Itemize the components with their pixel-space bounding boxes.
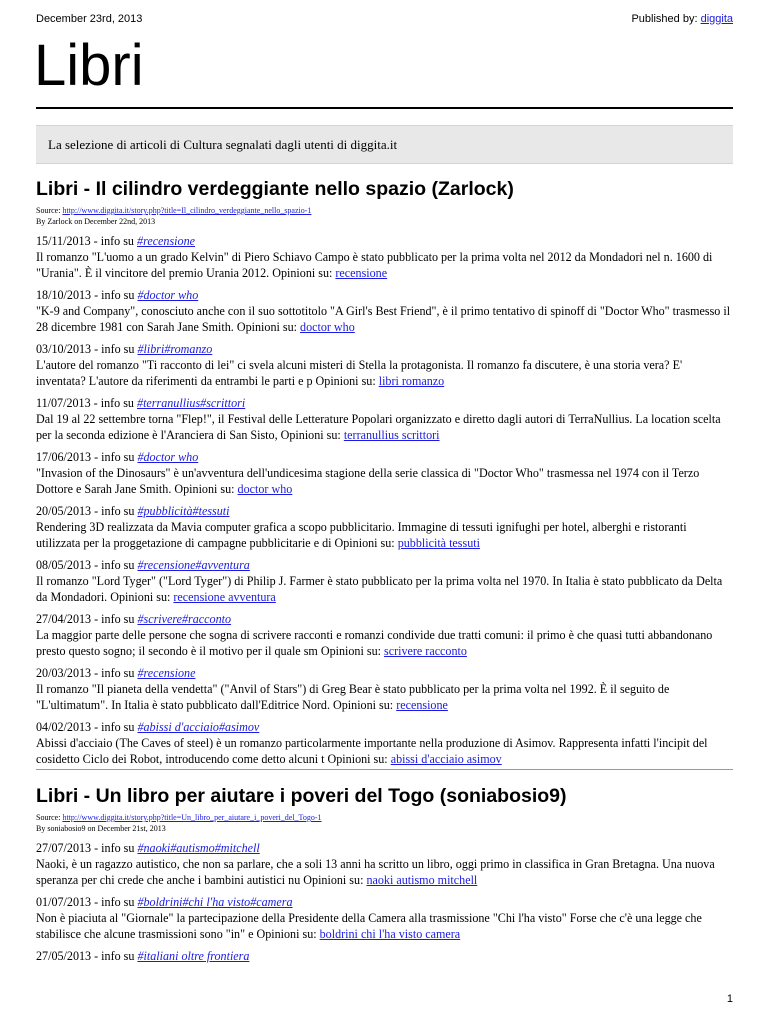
source-label: Source: xyxy=(36,206,63,215)
item-text: "Invasion of the Dinosaurs" è un'avventura dell'undicesima stagione della serie classica di "Doctor Who" trasmessa nel 1974 con il Terzo Dottore e Sarah Jane Smith. Opinioni su: xyxy=(36,466,700,496)
item-date: 08/05/2013 - info su xyxy=(36,558,138,572)
item-date: 01/07/2013 - info su xyxy=(36,895,138,909)
item-text: "K-9 and Company", conosciuto anche con il suo sottotitolo "A Girl's Best Friend", è il primo tentativo di spinoff di "Doctor Who" trasmesso il 28 dicembre 1981 con Sarah Jane Smith. Opinioni su: xyxy=(36,304,731,334)
item-text: Non è piaciuta al "Giornale" la partecipazione della Presidente della Camera alla trasmissione "Chi l'ha visto" Forse che c'è una legge che stabilisce che alcune trasmissioni sono "in" e Opinioni su: xyxy=(36,911,702,941)
opinion-link[interactable]: recensione xyxy=(396,698,448,712)
opinion-link[interactable]: pubblicità tessuti xyxy=(397,536,480,550)
list-item xyxy=(36,948,733,964)
page-number: 1 xyxy=(726,993,733,1005)
section-divider xyxy=(36,769,733,770)
tag-link[interactable]: #italiani oltre frontiera xyxy=(137,949,250,963)
tag-link[interactable]: #recensione#avventura xyxy=(137,558,250,572)
intro-banner: La selezione di articoli di Cultura segnalati dagli utenti di diggita.it xyxy=(36,125,733,164)
list-item xyxy=(36,719,733,767)
item-date: 17/06/2013 - info su xyxy=(36,450,138,464)
opinion-link[interactable]: naoki autismo mitchell xyxy=(366,873,478,887)
item-text: Il romanzo "Lord Tyger" ("Lord Tyger") di Philip J. Farmer è stato pubblicato per la prima volta nel 1970. In Italia è stato pubblicato da Delta da Mondadori. Opinioni su: xyxy=(36,574,723,604)
published-by xyxy=(631,13,733,25)
section-title: Libri - Un libro per aiutare i poveri del Togo (soniabosio9) xyxy=(36,785,567,807)
list-item xyxy=(36,665,733,713)
section-title: Libri - Il cilindro verdeggiante nello spazio (Zarlock) xyxy=(36,178,514,200)
opinion-link[interactable]: recensione xyxy=(335,266,388,280)
article-section xyxy=(36,177,733,767)
list-item xyxy=(36,287,733,335)
item-date: 11/07/2013 - info su xyxy=(36,396,138,410)
item-date: 20/03/2013 - info su xyxy=(36,666,138,680)
opinion-link[interactable]: recensione avventura xyxy=(173,590,276,604)
list-item xyxy=(36,395,733,443)
source-line xyxy=(36,205,733,216)
publisher-link[interactable]: diggita xyxy=(700,13,733,25)
item-date: 03/10/2013 - info su xyxy=(36,342,138,356)
opinion-link[interactable]: terranullius scrittori xyxy=(343,428,440,442)
masthead-title: Libri xyxy=(34,33,144,98)
item-text: Il romanzo "Il pianeta della vendetta" ("Anvil of Stars") di Greg Bear è stato pubblicato per la prima volta nel 1992. È il seguito de "L'ultimatum". In Italia è stato pubblicato dall'Editrice Nord. Opinioni su: xyxy=(36,682,670,712)
item-date: 27/07/2013 - info su xyxy=(36,841,138,855)
published-by-label: Published by: xyxy=(631,13,701,25)
tag-link[interactable]: #recensione xyxy=(137,666,196,680)
item-text: Il romanzo "L'uomo a un grado Kelvin" di Piero Schiavo Campo è stato pubblicato per la prima volta nel 2012 da Mondadori nel n. 1600 di "Urania". È il vincitore del premio Urania 2012. Opinioni su: xyxy=(36,250,713,280)
list-item xyxy=(36,840,733,888)
list-item xyxy=(36,503,733,551)
tag-link[interactable]: #scrivere#racconto xyxy=(137,612,232,626)
item-date: 27/05/2013 - info su xyxy=(36,949,138,963)
opinion-link[interactable]: doctor who xyxy=(237,482,293,496)
tag-link[interactable]: #libri#romanzo xyxy=(137,342,213,356)
source-link[interactable]: http://www.diggita.it/story.php?title=Un_libro_per_aiutare_i_poveri_del_Togo-1 xyxy=(62,813,322,822)
opinion-link[interactable]: abissi d'acciaio asimov xyxy=(390,752,502,766)
source-link[interactable]: http://www.diggita.it/story.php?title=Il_cilindro_verdeggiante_nello_spazio-1 xyxy=(62,206,312,215)
tag-link[interactable]: #doctor who xyxy=(137,288,199,302)
opinion-link[interactable]: boldrini chi l'ha visto camera xyxy=(319,927,461,941)
tag-link[interactable]: #doctor who xyxy=(137,450,199,464)
opinion-link[interactable]: scrivere racconto xyxy=(384,644,467,658)
tag-link[interactable]: #terranullius#scrittori xyxy=(137,396,246,410)
list-item xyxy=(36,449,733,497)
masthead-rule xyxy=(36,107,733,109)
item-date: 18/10/2013 - info su xyxy=(36,288,138,302)
opinion-link[interactable]: doctor who xyxy=(300,320,355,334)
item-date: 04/02/2013 - info su xyxy=(36,720,138,734)
item-text: Rendering 3D realizzata da Mavia computer grafica a scopo pubblicitario. Immagine di tessuti ignifughi per hotel, alberghi e ristoranti utilizzata per la proggetazione di campagne pubblicitarie e di Opinioni su: xyxy=(36,520,687,550)
byline: By Zarlock on December 22nd, 2013 xyxy=(36,217,156,226)
item-text: L'autore del romanzo "Ti racconto di lei" ci svela alcuni misteri di Stella la protagonista. Il romanzo fa discutere, è una storia vera? E' inventata? L'autore da riferimenti da entrambi le parti e p Opinioni su: xyxy=(36,358,683,388)
item-date: 27/04/2013 - info su xyxy=(36,612,138,626)
page-header xyxy=(36,13,733,27)
item-date: 20/05/2013 - info su xyxy=(36,504,138,518)
list-item xyxy=(36,341,733,389)
item-text: Dal 19 al 22 settembre torna "Flep!", il Festival delle Letterature Popolari organizzato e diretto dagli autori di TerraNullius. La location scelta per la seconda edizione è l'Aranciera di San Sisto, Opinioni su: xyxy=(36,412,721,442)
issue-date: December 23rd, 2013 xyxy=(36,13,143,25)
item-text: La maggior parte delle persone che sogna di scrivere racconti e romanzi condivide due tratti comuni: il primo è che quasi tutti abbandonano presto questo sogno; il secondo è il motivo per il quale sm Opinioni su: xyxy=(36,628,713,658)
tag-link[interactable]: #boldrini#chi l'ha visto#camera xyxy=(137,895,293,909)
list-item xyxy=(36,894,733,942)
list-item xyxy=(36,233,733,281)
source-label: Source: xyxy=(36,813,63,822)
source-line xyxy=(36,812,733,823)
list-item xyxy=(36,557,733,605)
tag-link[interactable]: #naoki#autismo#mitchell xyxy=(137,841,260,855)
tag-link[interactable]: #abissi d'acciaio#asimov xyxy=(137,720,260,734)
byline: By soniabosio9 on December 21st, 2013 xyxy=(36,824,166,833)
article-section xyxy=(36,784,733,964)
item-date: 15/11/2013 - info su xyxy=(36,234,138,248)
item-text: Abissi d'acciaio (The Caves of steel) è un romanzo particolarmente importante nella produzione di Asimov. Rappresenta infatti l'incipit del cosidetto Ciclo dei Robot, introducendo come detto alcuni t Opinioni su: xyxy=(36,736,708,766)
tag-link[interactable]: #pubblicità#tessuti xyxy=(137,504,230,518)
tag-link[interactable]: #recensione xyxy=(137,234,195,248)
opinion-link[interactable]: libri romanzo xyxy=(378,374,445,388)
list-item xyxy=(36,611,733,659)
item-text: Naoki, è un ragazzo autistico, che non sa parlare, che a soli 13 anni ha scritto un libro, oggi primo in classifica in Gran Bretagna. Una nuova speranza per chi crede che anche i bambini autistici nu Opinioni su: xyxy=(36,857,715,887)
